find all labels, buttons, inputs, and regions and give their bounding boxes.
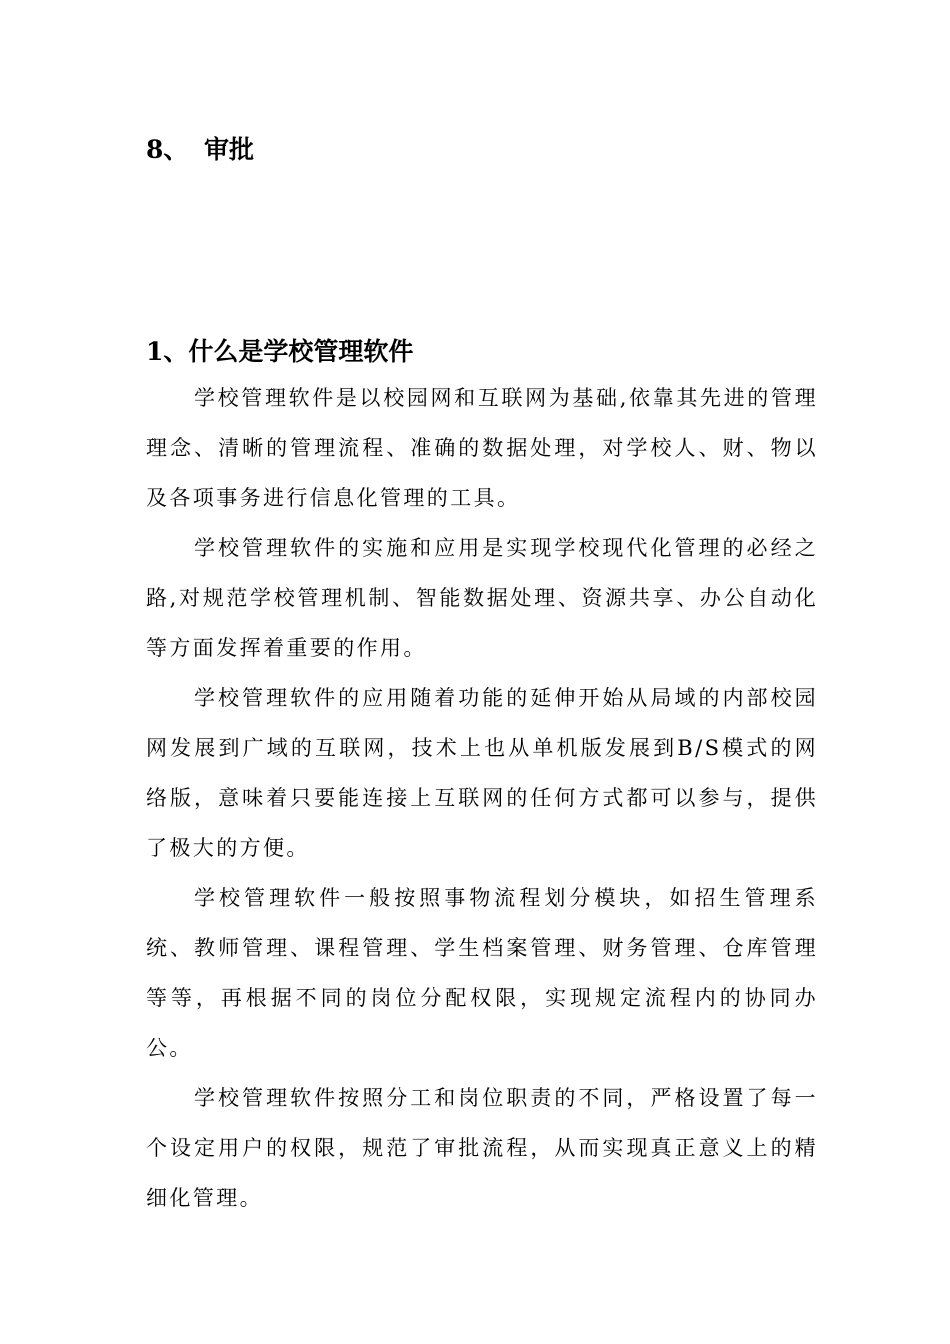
paragraph-block (146, 373, 818, 523)
top-heading-title: 审批 (204, 135, 255, 164)
paragraph: 学校管理软件的实施和应用是实现学校现代化管理的必经之路,对规范学校管理机制、智能数据处理、资源共享、办公自动化等方面发挥着重要的作用。 (146, 536, 818, 660)
section-heading: 1、什么是学校管理软件 (146, 337, 414, 366)
paragraph: 学校管理软件一般按照事物流程划分模块，如招生管理系统、教师管理、课程管理、学生档案管理、财务管理、仓库管理等等，再根据不同的岗位分配权限，实现规定流程内的协同办公。 (146, 886, 818, 1060)
paragraph: 学校管理软件的应用随着功能的延伸开始从局域的内部校园网发展到广域的互联网，技术上也从单机版发展到B/S模式的网络版，意味着只要能连接上互联网的任何方式都可以参与，提供了极大的方便。 (146, 686, 818, 860)
top-heading-number: 8、 (146, 135, 189, 164)
paragraph-block (146, 523, 818, 673)
top-heading (146, 132, 254, 168)
paragraph: 学校管理软件是以校园网和互联网为基础,依靠其先进的管理理念、清晰的管理流程、准确的数据处理，对学校人、财、物以及各项事务进行信息化管理的工具。 (146, 386, 818, 510)
paragraph-block (146, 673, 818, 873)
paragraph: 学校管理软件按照分工和岗位职责的不同，严格设置了每一个设定用户的权限，规范了审批流程，从而实现真正意义上的精细化管理。 (146, 1086, 818, 1210)
paragraph-block (146, 873, 818, 1073)
paragraph-block (146, 1073, 818, 1223)
